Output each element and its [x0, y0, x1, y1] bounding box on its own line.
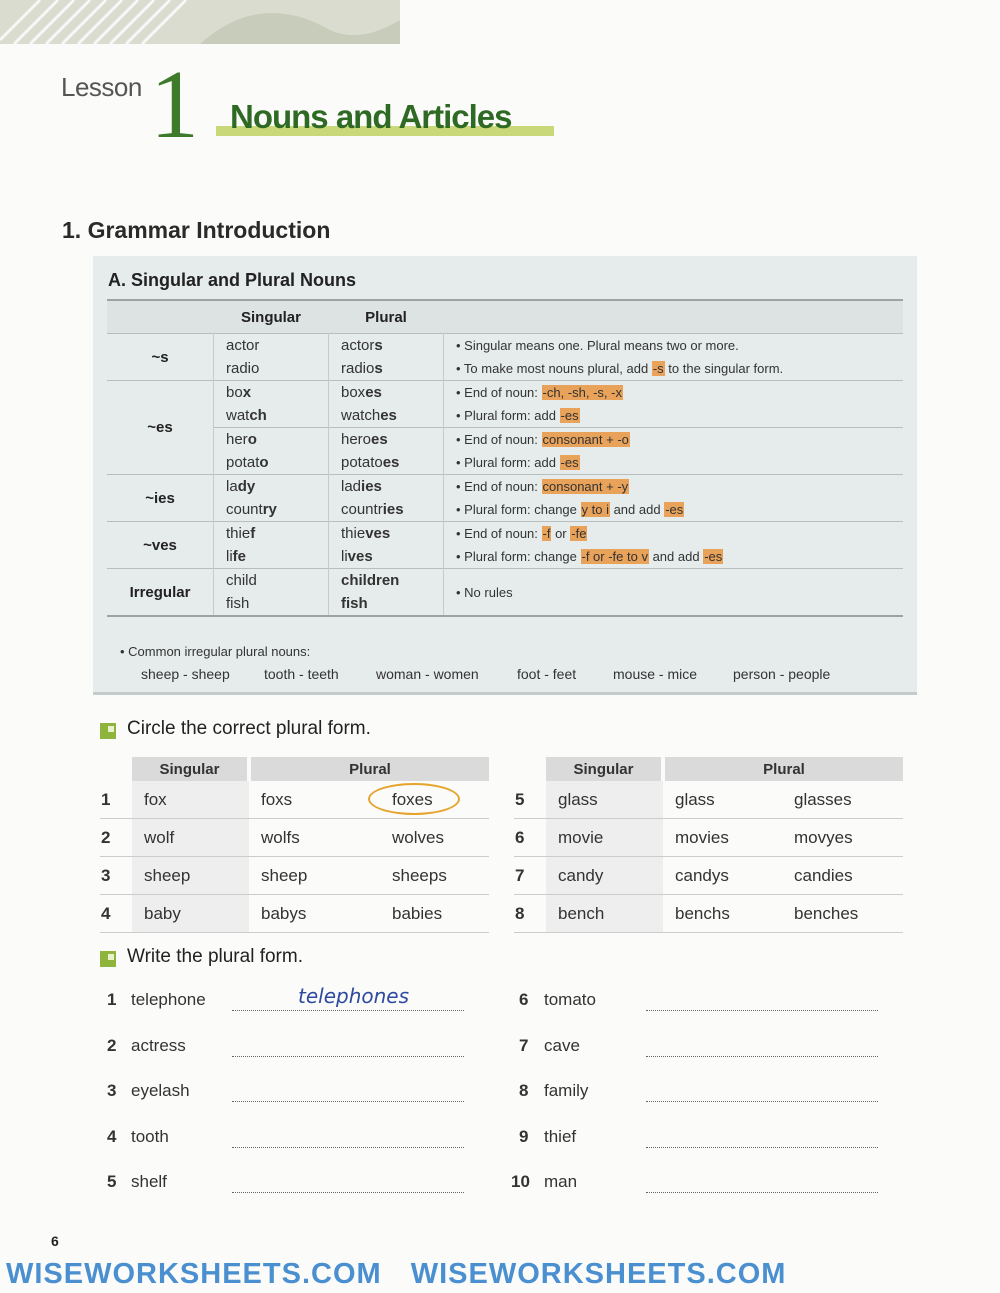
choice-b[interactable]: sheeps — [368, 857, 489, 895]
answer-line[interactable] — [646, 1146, 878, 1148]
irregular-pair: tooth - teeth — [264, 666, 339, 682]
section-title: 1. Grammar Introduction — [62, 217, 331, 243]
col-singular: Singular — [546, 757, 663, 781]
col-singular: Singular — [214, 300, 329, 334]
exercise2-instruction: Write the plural form. — [127, 946, 303, 967]
rule-label: Irregular — [107, 569, 214, 617]
rule-note: • Singular means one. Plural means two or more. • To make most nouns plural, add -s to the singular form. — [444, 334, 904, 381]
exercise1-row: 5 glass glass glasses — [514, 781, 903, 819]
exercise1-instruction: Circle the correct plural form. — [127, 718, 371, 739]
choice-a[interactable]: benchs — [663, 895, 782, 933]
answer-line[interactable] — [232, 1146, 464, 1148]
exercise2-item: 1 telephone — [107, 990, 206, 1009]
exercise1-row: 2 wolf wolfs wolves — [100, 819, 489, 857]
exercise1-row: 1 fox foxs foxes — [100, 781, 489, 819]
watermark-text: WISEWORKSHEETS.COM — [410, 1258, 787, 1290]
grammar-table — [107, 299, 903, 617]
choice-a[interactable]: glass — [663, 781, 782, 819]
exercise-icon — [100, 723, 116, 739]
exercise2-item: 4 tooth — [107, 1127, 169, 1146]
rule-label: ~ies — [107, 475, 214, 522]
rule-label: ~s — [107, 334, 214, 381]
rule-note: • End of noun: -ch, -sh, -s, -x • Plural form: add -es — [444, 381, 904, 428]
col-singular: Singular — [132, 757, 249, 781]
exercise1-row: 4 baby babys babies — [100, 895, 489, 933]
irregular-pair: foot - feet — [517, 666, 577, 682]
exercise2-item: 9 thief — [519, 1127, 577, 1146]
irregular-pair: person - people — [733, 666, 831, 682]
rule-note: • No rules — [444, 569, 904, 617]
exercise2-item: 7 cave — [519, 1036, 580, 1055]
exercise1-row: 3 sheep sheep sheeps — [100, 857, 489, 895]
footer-watermark — [0, 1258, 1000, 1293]
lesson-label: Lesson — [61, 72, 142, 102]
exercise2-item: 6 tomato — [519, 990, 596, 1009]
choice-a[interactable]: wolfs — [249, 819, 368, 857]
handwritten-answer: telephones — [298, 984, 410, 1008]
irregular-pair: sheep - sheep — [141, 666, 230, 682]
exercise1-row: 7 candy candys candies — [514, 857, 903, 895]
banner-stripes — [0, 0, 400, 44]
exercise2-item: 2 actress — [107, 1036, 186, 1055]
lesson-title — [216, 98, 554, 138]
rule-row-ves: ~ves thief life thieves lives • End of noun: -f or -fe • Plural form: change -f or -fe to v and add -es — [107, 522, 903, 569]
exercise2-item: 5 shelf — [107, 1172, 167, 1191]
choice-a[interactable]: candys — [663, 857, 782, 895]
choice-b[interactable]: benches — [782, 895, 903, 933]
col-plural: Plural — [663, 757, 903, 781]
choice-b[interactable]: glasses — [782, 781, 903, 819]
answer-line[interactable] — [232, 1191, 464, 1193]
choice-a[interactable]: sheep — [249, 857, 368, 895]
choice-b[interactable]: babies — [368, 895, 489, 933]
exercise2-item: 10 man — [511, 1172, 578, 1191]
rule-row-es-2: hero potato heroes potatoes • End of noun: consonant + -o • Plural form: add -es — [107, 428, 903, 475]
answer-line[interactable] — [232, 1009, 464, 1011]
rule-label: ~es — [107, 381, 214, 475]
answer-line[interactable] — [646, 1100, 878, 1102]
grammar-panel-title: A. Singular and Plural Nouns — [108, 270, 357, 290]
exercise2-item: 8 family — [519, 1081, 589, 1100]
rule-note: • End of noun: consonant + -o • Plural form: add -es — [444, 428, 904, 475]
answer-line[interactable] — [646, 1009, 878, 1011]
grammar-table-header — [107, 300, 903, 334]
choice-b[interactable]: wolves — [368, 819, 489, 857]
exercise1-table-right — [514, 757, 903, 933]
col-plural: Plural — [329, 300, 444, 334]
answer-line[interactable] — [232, 1100, 464, 1102]
exercise1-row: 8 bench benchs benches — [514, 895, 903, 933]
irregular-pair: mouse - mice — [613, 666, 698, 682]
lesson-title-text: Nouns and Articles — [230, 98, 512, 135]
exercise2-item: 3 eyelash — [107, 1081, 190, 1100]
choice-a[interactable]: babys — [249, 895, 368, 933]
exercise1-table-left — [100, 757, 489, 933]
answer-line[interactable] — [232, 1055, 464, 1057]
rule-note: • End of noun: -f or -fe • Plural form: change -f or -fe to v and add -es — [444, 522, 904, 569]
choice-b[interactable]: movyes — [782, 819, 903, 857]
top-banner-decoration — [0, 0, 400, 44]
choice-b[interactable]: foxes — [368, 781, 489, 819]
rule-row-irregular: Irregular child fish children fish • No rules — [107, 569, 903, 617]
choice-a[interactable]: foxs — [249, 781, 368, 819]
choice-a[interactable]: movies — [663, 819, 782, 857]
rule-row-es-1: ~es box watch boxes watches • End of noun: -ch, -sh, -s, -x • Plural form: add -es — [107, 381, 903, 428]
irregular-pair: woman - women — [376, 666, 479, 682]
answer-line[interactable] — [646, 1055, 878, 1057]
rule-note: • End of noun: consonant + -y • Plural form: change y to i and add -es — [444, 475, 904, 522]
exercise1-row: 6 movie movies movyes — [514, 819, 903, 857]
exercise-icon — [100, 951, 116, 967]
rule-row-ies: ~ies lady country ladies countries • End of noun: consonant + -y • Plural form: change y to i and add -es — [107, 475, 903, 522]
col-plural: Plural — [249, 757, 489, 781]
choice-b[interactable]: candies — [782, 857, 903, 895]
irregular-label: • Common irregular plural nouns: — [120, 644, 311, 659]
lesson-number: 1 — [150, 51, 199, 159]
rule-row-s: ~s actor radio actors radios • Singular means one. Plural means two or more. • To make most nouns plural, add -s to the singular form. — [107, 334, 903, 381]
watermark-text: WISEWORKSHEETS.COM — [6, 1258, 382, 1290]
page-number: 6 — [51, 1233, 59, 1249]
rule-label: ~ves — [107, 522, 214, 569]
answer-line[interactable] — [646, 1191, 878, 1193]
